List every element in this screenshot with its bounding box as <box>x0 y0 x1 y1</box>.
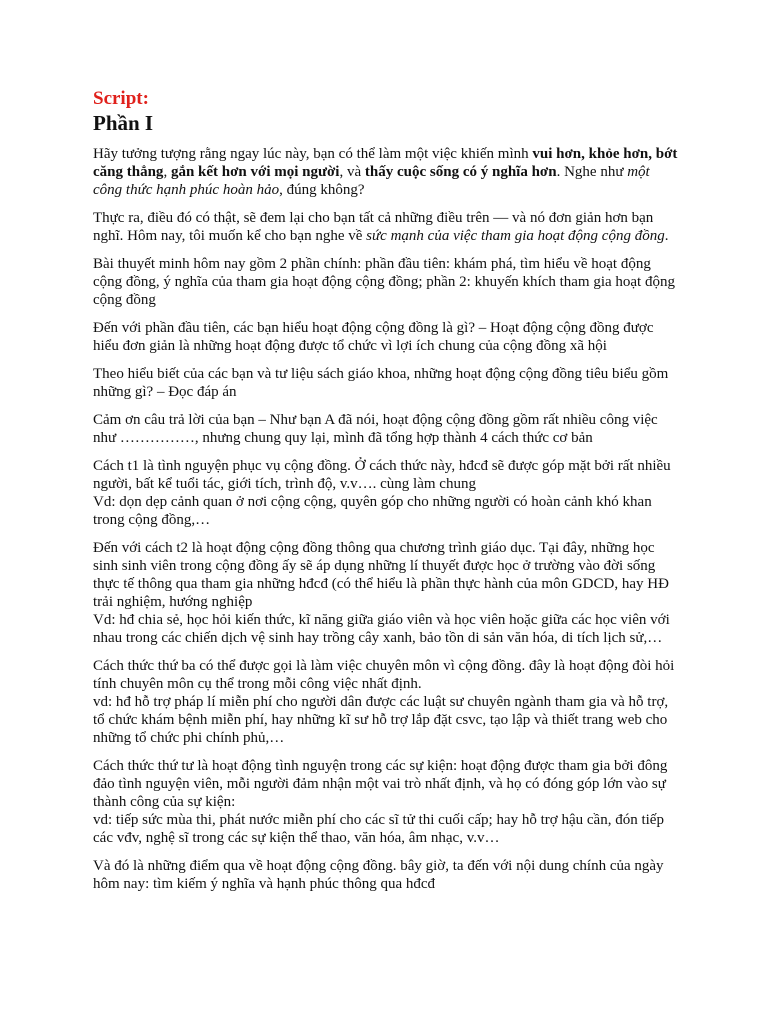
paragraph-11: Và đó là những điểm qua về hoạt động cộng đồng. bây giờ, ta đến với nội dung chính của ngày hôm nay: tìm kiếm ý nghĩa và hạnh phúc thông qua hđcđ <box>93 858 664 892</box>
example-line: vd: hđ hỗ trợ pháp lí miễn phí cho người dân được các luật sư chuyên ngành tham gia và hỗ trợ, tổ chức khám bệnh miễn phí, hay những kĩ sư hỗ trợ lắp đặt csvc, tạo lập và thiết trang web cho những tổ chức phi chính phủ,… <box>93 694 669 746</box>
paragraph-9 <box>93 657 678 747</box>
example-line: Vd: hđ chia sẻ, học hỏi kiến thức, kĩ năng giữa giáo viên và học viên hoặc giữa các học viên với nhau trong các chiến dịch vệ sinh hay trồng cây xanh, bảo tồn di sản văn hóa, di tích lịch sử,… <box>93 612 670 646</box>
paragraph-line: Cách thức thứ tư là hoạt động tình nguyện trong các sự kiện: hoạt động được tham gia bởi đông đảo tình nguyện viên, mỗi người đảm nhận một vai trò nhất định, và họ có đóng góp lớn vào sự thành công của sự kiện: <box>93 758 668 810</box>
paragraph-line: Cách thức thứ ba có thể được gọi là làm việc chuyên môn vì cộng đồng. đây là hoạt động đòi hỏi tính chuyên môn cụ thể trong mỗi công việc nhất định. <box>93 658 675 692</box>
part-title: Phần I <box>93 111 154 135</box>
bold-text: vui hơn, khỏe hơn, bớt căng thẳng <box>93 146 678 180</box>
text-run: Thực ra, điều đó có thật, sẽ đem lại cho bạn tất cả những điều trên — và nó đơn giản hơn bạn nghĩ. Hôm nay, tôi muốn kể cho bạn nghe về <box>93 210 654 244</box>
text-run: Hãy tưởng tượng rằng ngay lúc này, bạn có thể làm một việc khiến mình <box>93 146 533 162</box>
example-line: vd: tiếp sức mùa thi, phát nước miễn phí cho các sĩ tử thi cuối cấp; hay hỗ trợ hậu cần, đón tiếp các vđv, nghệ sĩ trong các sự kiện thể thao, văn hóa, âm nhạc, v.v… <box>93 812 664 846</box>
example-line: Vd: dọn dẹp cảnh quan ở nơi cộng cộng, quyên góp cho những người có hoàn cảnh khó khan trong cộng đồng,… <box>93 494 652 528</box>
paragraph-8 <box>93 539 678 647</box>
paragraph-2 <box>93 209 678 245</box>
paragraph-line: Đến với cách t2 là hoạt động cộng đồng thông qua chương trình giáo dục. Tại đây, những học sinh sinh viên trong cộng đồng ấy sẽ áp dụng những lí thuyết được học ở trường vào đời sống thực tế thông qua tham gia những hđcđ (có thể hiểu là phần thực hành của môn GDCD, hay HĐ trải nghiệm, hướng nghiệp <box>93 540 669 610</box>
paragraph-3: Bài thuyết minh hôm nay gồm 2 phần chính: phần đầu tiên: khám phá, tìm hiểu về hoạt động cộng đồng, ý nghĩa của tham gia hoạt động cộng đồng; phần 2: khuyến khích tham gia hoạt động cộng đồng <box>93 256 675 308</box>
paragraph-6: Cảm ơn câu trả lời của bạn – Như bạn A đã nói, hoạt động cộng đồng gồm rất nhiều công việc như ……………, nhưng chung quy lại, mình đã tổng hợp thành 4 cách thức cơ bản <box>93 412 658 446</box>
paragraph-intro <box>93 145 678 199</box>
script-label: Script: <box>93 88 149 109</box>
document-page <box>93 88 678 903</box>
paragraph-7 <box>93 457 678 529</box>
paragraph-5: Theo hiểu biết của các bạn và tư liệu sách giáo khoa, những hoạt động cộng đồng tiêu biểu gồm những gì? – Đọc đáp án <box>93 366 669 400</box>
text-run: , và <box>339 164 365 180</box>
bold-text: gắn kết hơn với mọi người <box>170 164 340 180</box>
paragraph-4: Đến với phần đầu tiên, các bạn hiểu hoạt động cộng đồng là gì? – Hoạt động cộng đồng được hiểu đơn giản là những hoạt động được tổ chức vì lợi ích chung của cộng đồng xã hội <box>93 320 654 354</box>
bold-text: thấy cuộc sống có ý nghĩa hơn <box>364 164 557 180</box>
italic-text: một công thức hạnh phúc hoàn hảo <box>93 164 650 198</box>
text-run: . <box>664 228 669 244</box>
text-run: , đúng không? <box>279 182 365 198</box>
text-run: . Nghe như <box>556 164 628 180</box>
italic-text: sức mạnh của việc tham gia hoạt động cộng đồng <box>366 228 665 244</box>
text-run: , <box>163 164 171 180</box>
paragraph-line: Cách t1 là tình nguyện phục vụ cộng đồng. Ở cách thức này, hđcđ sẽ được góp mặt bởi rất nhiều người, bất kể tuổi tác, giới tích, trình độ, v.v…. cùng làm chung <box>93 458 671 492</box>
paragraph-10 <box>93 757 678 847</box>
